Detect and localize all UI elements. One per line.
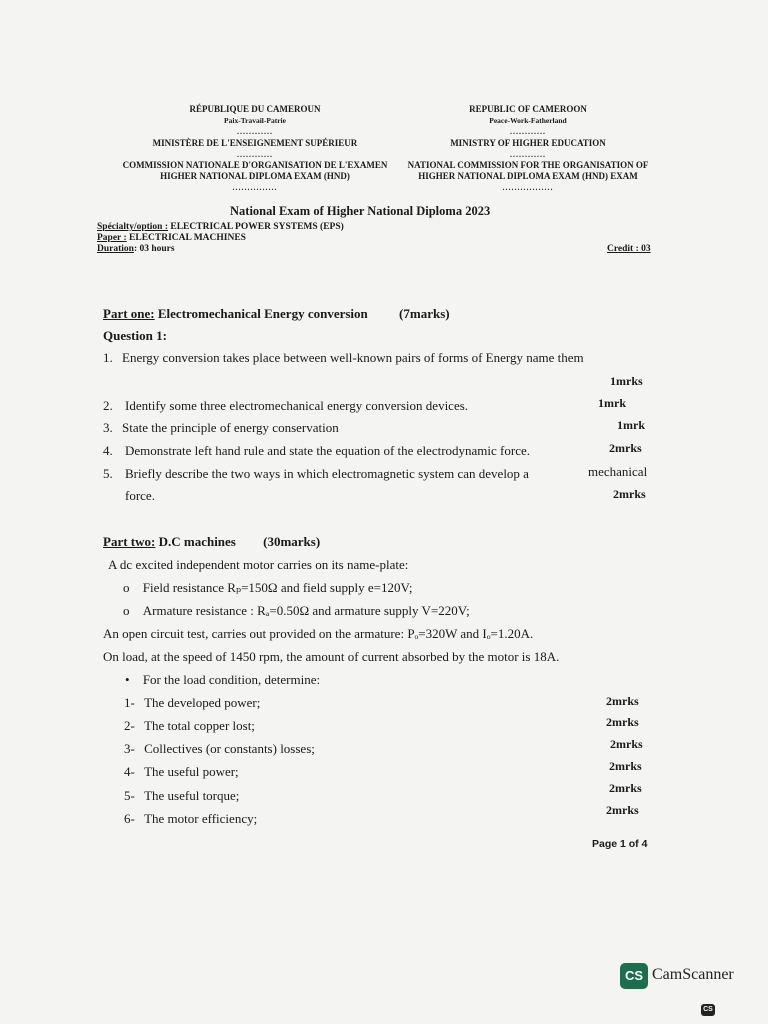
q1-item-1-mark: 1mrks xyxy=(610,374,643,388)
header-right-dots2: ............ xyxy=(510,150,546,159)
specialty-value: ELECTRICAL POWER SYSTEMS (EPS) xyxy=(170,222,344,232)
header-left-commission-line1: COMMISSION NATIONALE D'ORGANISATION DE L'EXAMEN xyxy=(122,160,388,170)
q2-item-3-text: Collectives (or constants) losses; xyxy=(144,741,315,756)
q1-item-3-num: 3. xyxy=(103,420,113,435)
q2-item-1 xyxy=(124,695,260,711)
on-load-line: On load, at the speed of 1450 rpm, the amount of current absorbed by the motor is 18A. xyxy=(103,649,560,664)
part-one-title: Electromechanical Energy conversion xyxy=(157,306,368,321)
bullet-field-resistance-text: Field resistance Rₚ=150Ω and field supply e=120V; xyxy=(142,580,413,595)
q2-item-3-mark: 2mrks xyxy=(610,737,643,751)
q2-item-1-num: 1- xyxy=(124,695,135,710)
question-1-label: Question 1: xyxy=(103,328,167,343)
q1-item-1-num: 1. xyxy=(103,350,113,365)
q1-item-5-text-end: mechanical xyxy=(588,464,648,479)
bullet-dot-icon: • xyxy=(125,672,130,687)
part-two-intro: A dc excited independent motor carries on its name-plate: xyxy=(108,557,409,572)
paper-row xyxy=(97,233,344,244)
q2-item-5 xyxy=(124,788,239,804)
specialty-label: Spécialty/option : xyxy=(97,222,168,232)
q1-item-2-num: 2. xyxy=(103,398,113,413)
header-left-ministry: MINISTÈRE DE L'ENSEIGNEMENT SUPÉRIEUR xyxy=(152,138,358,148)
header-right-commission-line1: NATIONAL COMMISSION FOR THE ORGANISATION OF xyxy=(407,160,649,170)
q2-item-6 xyxy=(124,811,257,827)
header-left-dots1: ............ xyxy=(237,127,273,136)
part-one-label: Part one: xyxy=(103,306,155,321)
header-right-dots3: ................. xyxy=(502,183,554,192)
q2-item-2-mark: 2mrks xyxy=(606,715,639,729)
q1-item-1 xyxy=(103,350,584,366)
q1-item-3-text: State the principle of energy conservation xyxy=(122,420,339,435)
credit: Credit : 03 xyxy=(607,244,651,254)
part-one-heading xyxy=(103,306,450,322)
header-left-motto: Paix-Travail-Patrie xyxy=(224,116,286,125)
header-left xyxy=(95,104,415,193)
camscanner-logo-icon: CS xyxy=(620,963,648,989)
bullet-armature-resistance-text: Armature resistance : Rₐ=0.50Ω and armature supply V=220V; xyxy=(142,603,470,618)
header-left-dots2: ............ xyxy=(237,150,273,159)
q2-item-1-text: The developed power; xyxy=(144,695,261,710)
q1-item-4-mark: 2mrks xyxy=(609,441,642,455)
q1-item-5 xyxy=(103,466,529,482)
q1-item-5-text: Briefly describe the two ways in which electromagnetic system can develop a xyxy=(125,466,529,481)
q2-item-4 xyxy=(124,764,239,780)
duration-label: Duration xyxy=(97,244,134,254)
part-two-label: Part two: xyxy=(103,534,156,549)
q1-item-3-mark: 1mrk xyxy=(617,418,645,432)
q1-item-4-text: Demonstrate left hand rule and state the equation of the electrodynamic force. xyxy=(125,443,530,458)
header-right-ministry: MINISTRY OF HIGHER EDUCATION xyxy=(450,138,606,148)
bullet-armature-resistance xyxy=(123,603,470,619)
q2-item-6-mark: 2mrks xyxy=(606,803,639,817)
part-one-marks: (7marks) xyxy=(399,306,450,321)
q1-item-5-mark: 2mrks xyxy=(613,487,646,501)
q2-item-2-num: 2- xyxy=(124,718,135,733)
q2-item-2-text: The total copper lost; xyxy=(144,718,255,733)
q2-item-4-mark: 2mrks xyxy=(609,759,642,773)
paper-label: Paper : xyxy=(97,233,127,243)
header-right-dots1: ............ xyxy=(510,127,546,136)
q1-item-4 xyxy=(103,443,530,459)
q1-item-2-text: Identify some three electromechanical energy conversion devices. xyxy=(125,398,469,413)
header-left-commission-line2: HIGHER NATIONAL DIPLOMA EXAM (HND) xyxy=(160,171,350,181)
header-right-motto: Peace-Work-Fatherland xyxy=(489,116,567,125)
exam-title: National Exam of Higher National Diploma 2023 xyxy=(230,204,491,218)
part-two-heading xyxy=(103,534,320,550)
load-condition-text: For the load condition, determine: xyxy=(142,672,321,687)
q1-item-5-text2: force. xyxy=(125,488,155,503)
exam-meta xyxy=(97,222,344,255)
camscanner-small-icon: CS xyxy=(701,1004,715,1016)
q2-item-5-num: 5- xyxy=(124,788,135,803)
page-number: Page 1 of 4 xyxy=(592,838,648,850)
q2-item-2 xyxy=(124,718,255,734)
header-left-dots3: ............... xyxy=(232,183,278,192)
q1-item-4-num: 4. xyxy=(103,443,113,458)
part-two-marks: (30marks) xyxy=(263,534,321,549)
duration-value: : 03 hours xyxy=(133,244,175,254)
specialty-row xyxy=(97,222,344,233)
circle-bullet-icon: o xyxy=(123,603,130,618)
header-left-country: RÉPUBLIQUE DU CAMEROUN xyxy=(189,104,321,114)
q2-item-5-text: The useful torque; xyxy=(144,788,240,803)
q2-item-1-mark: 2mrks xyxy=(606,694,639,708)
camscanner-watermark-text: CamScanner xyxy=(652,966,734,983)
circle-bullet-icon: o xyxy=(123,580,130,595)
load-condition-bullet xyxy=(125,672,320,688)
q2-item-4-num: 4- xyxy=(124,764,135,779)
q1-item-1-text: Energy conversion takes place between well-known pairs of forms of Energy name them xyxy=(122,350,584,365)
q1-item-5-num: 5. xyxy=(103,466,113,481)
q2-item-3-num: 3- xyxy=(124,741,135,756)
duration-row xyxy=(97,244,344,255)
bullet-field-resistance xyxy=(123,580,413,596)
header-right xyxy=(393,104,663,193)
q1-item-2 xyxy=(103,398,468,414)
q2-item-6-num: 6- xyxy=(124,811,135,826)
q2-item-6-text: The motor efficiency; xyxy=(144,811,258,826)
q2-item-5-mark: 2mrks xyxy=(609,781,642,795)
q1-item-2-mark: 1mrk xyxy=(598,396,626,410)
open-circuit-line: An open circuit test, carries out provided on the armature: Pₒ=320W and Iₒ=1.20A. xyxy=(103,626,534,641)
header-right-country: REPUBLIC OF CAMEROON xyxy=(469,104,587,114)
q2-item-3 xyxy=(124,741,315,757)
part-two-title: D.C machines xyxy=(158,534,236,549)
header-right-commission-line2: HIGHER NATIONAL DIPLOMA EXAM (HND) EXAM xyxy=(418,171,638,181)
paper-value: ELECTRICAL MACHINES xyxy=(129,233,246,243)
q1-item-3 xyxy=(103,420,339,436)
q2-item-4-text: The useful power; xyxy=(144,764,239,779)
